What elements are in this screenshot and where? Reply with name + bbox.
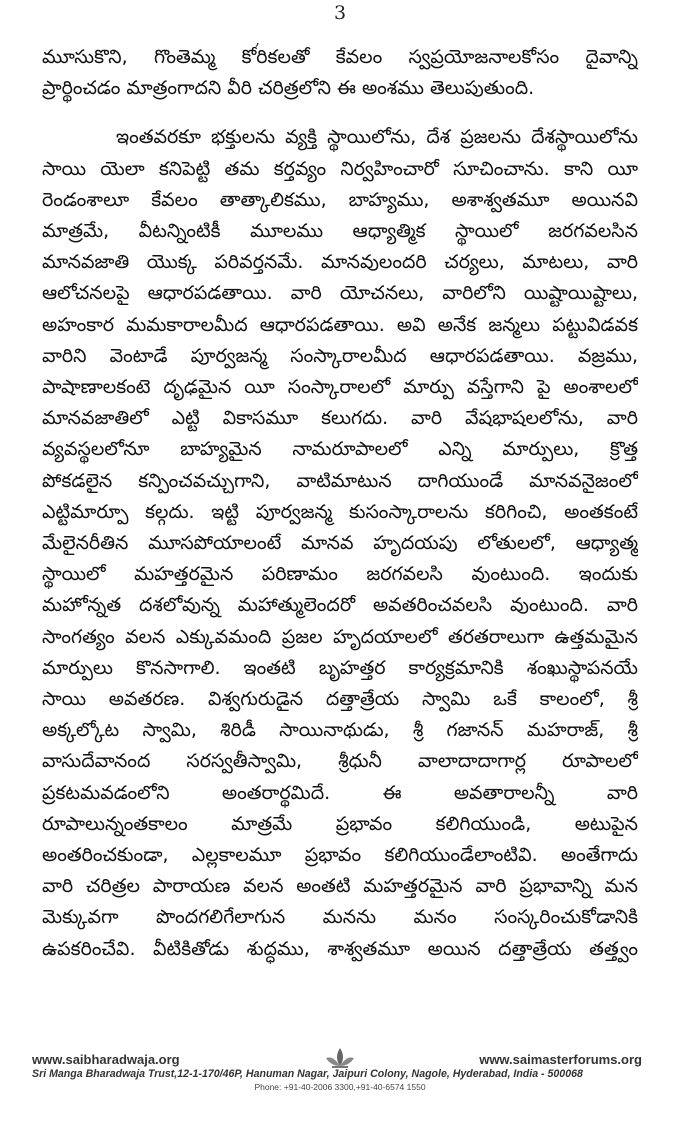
stray-mark: , <box>255 30 261 49</box>
text-line: ప్రార్థించడం మాత్రంగాదని వీరి చరిత్రలోని ఈ అంశము తెలుపుతుంది. <box>42 77 535 100</box>
footer-phone: Phone: +91-40-2006 3300,+91-40-6574 1550 <box>254 1082 426 1092</box>
text-line: వాసుదేవానంద సరస్వతీస్వామి, శ్రీధునీ వాలాదాదాగార్ల రూపాలలో <box>42 750 638 773</box>
text-line: ప్రకటమవడంలోని అంతరార్థమిదే. ఈ అవతారాలన్నీ వారి <box>42 781 638 804</box>
text-line: అక్కల్కోట స్వామి, శిరిడీ సాయినాథుడు, శ్రీ గజానన్ మహరాజ్, శ్రీ <box>42 719 638 742</box>
text-line: సాంగత్యం వలన ఎక్కువమంది ప్రజల హృదయాలలో తరతరాలుగా ఉత్తమమైన <box>42 625 638 648</box>
text-line: స్థాయిలో మహత్తరమైన పరిణామం జరగవలసి వుంటుంది. ఇందుకు <box>42 563 638 586</box>
text-line: ఉపకరించేవి. వీటికితోడు శుద్ధము, శాశ్వతమూ అయిన దత్తాత్రేయ తత్త్వం <box>42 937 638 960</box>
text-line: మానవజాతిలో ఎట్టి వికాసమూ కలుగదు. వారి వేషభాషలలోను, వారి <box>42 407 638 430</box>
text-line: పోకడలైన కన్పించవచ్చుగాని, వాటిమాటున దాగియుండే మానవనైజంలో <box>42 469 638 492</box>
footer-left-url[interactable]: www.saibharadwaja.org <box>32 1052 180 1067</box>
text-line: పాషాణాలకంటె దృఢమైన యీ సంస్కారాలలో మార్పు వస్తేగాని పై అంశాలలో <box>42 376 638 399</box>
text-line: అంతరించకుండా, ఎల్లకాలమూ ప్రభావం కలిగియుండేలాంటివి. అంతేగాదు <box>42 844 638 867</box>
text-line: సాయి అవతరణ. విశ్వగురుడైన దత్తాత్రేయ స్వామి ఒకే కాలంలో, శ్రీ <box>42 688 638 711</box>
footer-address: Sri Manga Bharadwaja Trust,12-1-170/46P, Hanuman Nagar, Jaipuri Colony, Nagole, Hyderabad, India - 500068 <box>32 1068 583 1080</box>
page-number: 3 <box>333 2 347 24</box>
lotus-emblem-icon <box>322 1046 358 1070</box>
text-line: వ్యవస్థలలోనూ బాహ్యమైన నామరూపాలలో ఎన్ని మార్పులు, క్రొత్త <box>42 438 638 461</box>
text-line: ఎట్టిమార్పూ కల్గదు. ఇట్టి పూర్వజన్మ కుసంస్కారాలను కరిగించి, అంతకంటే <box>42 500 638 523</box>
text-line: మూసుకొని, గొంతెమ్మ కోరికలతో కేవలం స్వప్రయోజనాలకోసం దైవాన్ని <box>42 46 638 68</box>
text-line: అహంకార మమకారాలమీద ఆధారపడతాయి. అవి అనేక జన్మలు పట్టువిడవక <box>42 313 638 336</box>
text-line: వారి చరిత్రల పారాయణ వలన అంతటి మహత్తరమైన వారి ప్రభావాన్ని మన <box>42 875 638 898</box>
text-line: మెక్కువగా పొందగలిగేలాగున మనను మనం సంస్కరించుకోడానికి <box>42 906 638 929</box>
text-line: మానవజాతి యొక్క పరివర్తనమే. మానవులందరి చర్యలు, మాటలు, వారి <box>42 251 638 274</box>
text-line: మార్పులు కొనసాగాలి. ఇంతటి బృహత్తర కార్యక్రమానికి శంఖుస్థాపనయే <box>42 656 638 679</box>
text-line: రూపాలున్నంతకాలం మాత్రమే ప్రభావం కలిగియుండి, అటుపైన <box>42 812 638 835</box>
footer <box>0 1052 680 1122</box>
paragraph <box>42 122 638 964</box>
text-line: ఆలోచనలపై ఆధారపడతాయి. వారి యోచనలు, వారిలోని యిష్టాయిష్టాలు, <box>42 282 638 305</box>
text-line: మేలైనరీతిన మూసపోయాలంటే మానవ హృదయపు లోతులలో, ఆధ్యాత్మ <box>42 532 638 555</box>
footer-right-url[interactable]: www.saimasterforums.org <box>479 1052 642 1067</box>
body-text <box>42 42 638 983</box>
text-line: మహోన్నత దశలోవున్న మహాత్ములెందరో అవతరించవలసి వుంటుంది. వారి <box>42 594 638 617</box>
text-line: ఇంతవరకూ భక్తులను వ్యక్తి స్థాయిలోను, దేశ ప్రజలను దేశస్థాయిలోను <box>116 126 638 149</box>
text-line: రెండంశాలూ కేవలం తాత్కాలికము, బాహ్యము, అశాశ్వతమూ అయినవి <box>42 188 638 211</box>
text-line: వారిని వెంటాడే పూర్వజన్మ సంస్కారాలమీద ఆధారపడతాయి. వజ్రము, <box>42 344 638 367</box>
text-line: మాత్రమే, వీటన్నింటికీ మూలము ఆధ్యాత్మిక స్థాయిలో జరగవలసిన <box>42 220 638 243</box>
paragraph <box>42 42 638 104</box>
text-line: సాయి యెలా కనిపెట్టి తమ కర్తవ్యం నిర్వహించారో సూచించాను. కాని యీ <box>42 157 638 180</box>
